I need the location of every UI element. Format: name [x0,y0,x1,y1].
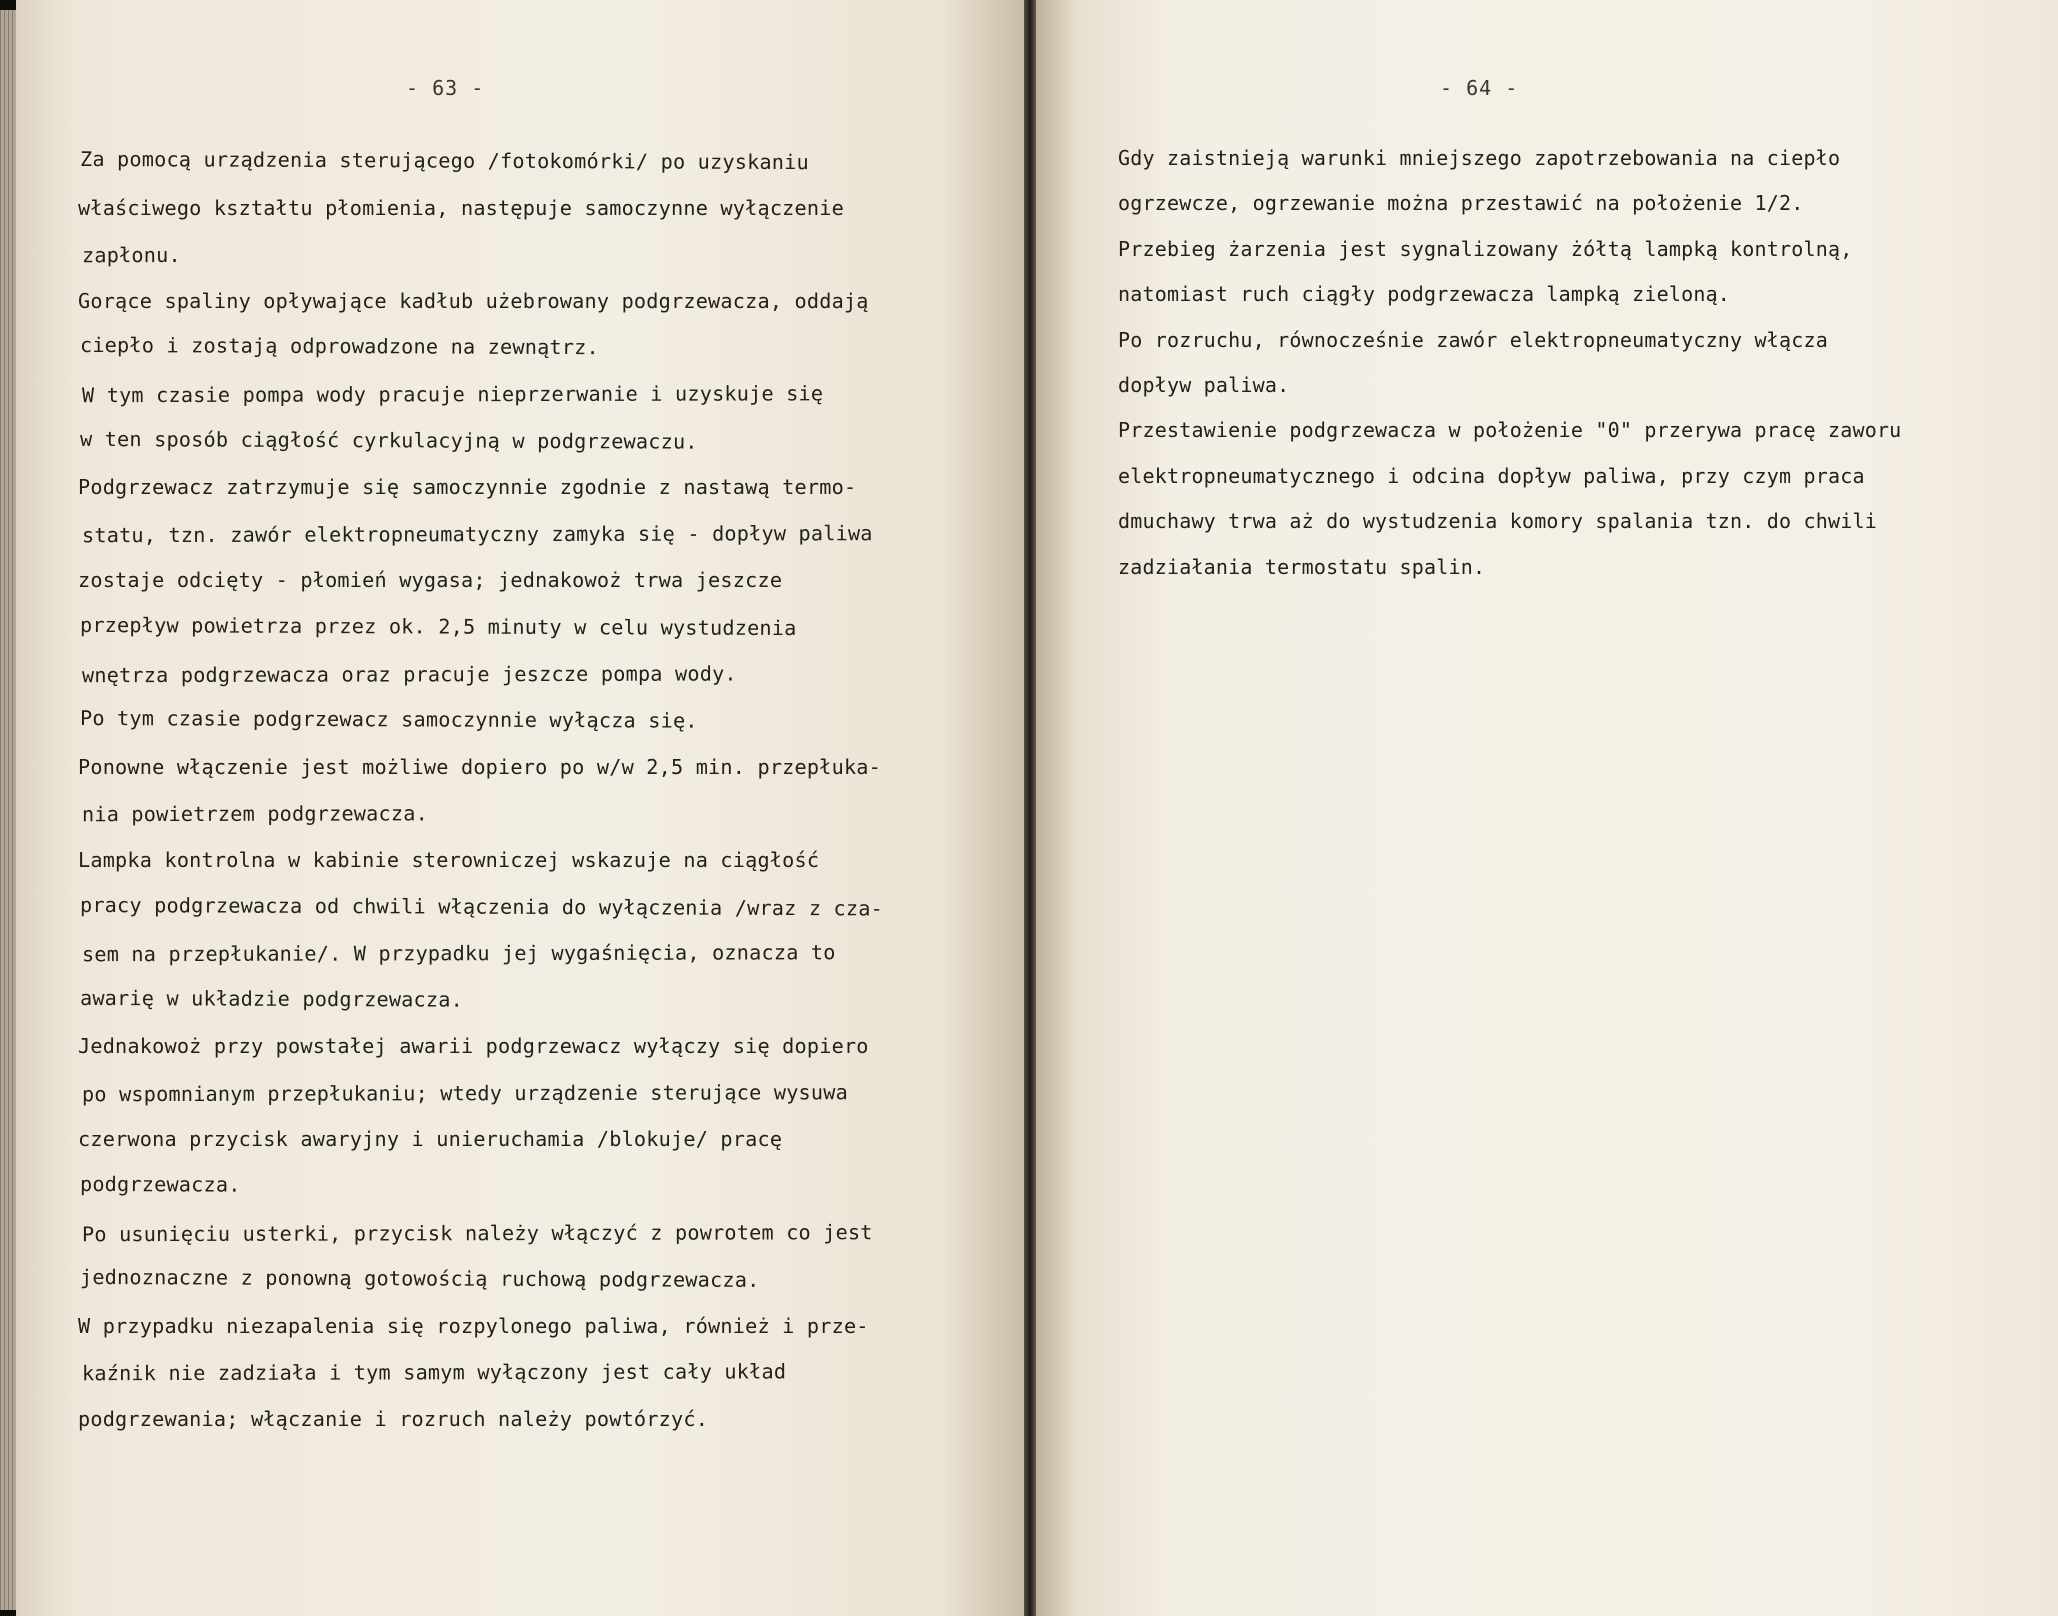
text-line: kaźnik nie zadziała i tym samym wyłączony jest cały układ [81,1359,787,1386]
text-line: pracy podgrzewacza od chwili włączenia do wyłączenia /wraz z cza- [79,892,884,920]
text-line: ciepło i zostają odprowadzone na zewnątrz. [79,333,599,360]
text-line: Przebieg żarzenia jest sygnalizowany żółtą lampką kontrolną, [1118,236,1853,261]
text-line: natomiast ruch ciągły podgrzewacza lampką zieloną. [1118,282,1731,307]
text-line: Za pomocą urządzenia sterującego /fotokomórki/ po uzyskaniu [79,146,809,175]
text-line: elektropneumatycznego i odcina dopływ paliwa, przy czym praca [1118,463,1865,488]
page-number: - 63 - [406,76,485,100]
text-line: podgrzewania; włączanie i rozruch należy powtórzyć. [78,1407,709,1432]
text-line: zostaje odcięty - płomień wygasa; jednakowoż trwa jeszcze [78,568,783,593]
left-page-text [78,138,1018,1443]
text-line: awarię w układzie podgrzewacza. [79,985,464,1012]
text-line: Przestawienie podgrzewacza w położenie "0" przerywa pracę zaworu [1118,418,1902,443]
text-line: po wspomnianym przepłukaniu; wtedy urządzenie sterujące wysuwa [81,1080,848,1107]
text-line: czerwona przycisk awaryjny i unieruchamia /blokuje/ pracę [78,1127,783,1152]
page-number: - 64 - [1440,76,1519,100]
text-line: Po usunięciu usterki, przycisk należy włączyć z powrotem co jest [81,1219,873,1246]
text-line: zapłonu. [81,243,181,268]
book-gutter [1024,0,1036,1616]
text-line: właściwego kształtu płomienia, następuje samoczynne wyłączenie [78,195,844,220]
text-line: Lampka kontrolna w kabinie sterowniczej wskazuje na ciągłość [78,847,820,872]
text-line: W tym czasie pompa wody pracuje nieprzerwanie i uzyskuje się [81,381,824,408]
text-line: Po tym czasie podgrzewacz samoczynnie wyłącza się. [79,706,698,733]
text-line: w ten sposób ciągłość cyrkulacyjną w podgrzewaczu. [79,426,698,454]
text-line: Podgrzewacz zatrzymuje się samoczynnie zgodnie z nastawą termo- [78,475,857,500]
text-line: sem na przepłukanie/. W przypadku jej wygaśnięcia, oznacza to [81,940,836,967]
text-line: Ponowne włączenie jest możliwe dopiero po w/w 2,5 min. przepłuka- [78,754,882,779]
text-line: przepływ powietrza przez ok. 2,5 minuty w celu wystudzenia [79,612,797,641]
left-page [16,0,1024,1616]
text-line: Gorące spaliny opływające kadłub użebrowany podgrzewacza, oddają [78,288,869,313]
text-line: Po rozruchu, równocześnie zawór elektropneumatyczny włącza [1118,327,1828,352]
text-line: dmuchawy trwa aż do wystudzenia komory spalania tzn. do chwili [1118,509,1877,534]
right-page-text [1118,136,2048,590]
text-line: wnętrza podgrzewacza oraz pracuje jeszcze pompa wody. [81,661,737,687]
text-line: W przypadku niezapalenia się rozpylonego paliwa, również i prze- [78,1313,869,1338]
text-line: Gdy zaistnieją warunki mniejszego zapotrzebowania na ciepło [1118,146,1841,170]
text-line: ogrzewcze, ogrzewanie można przestawić na położenie 1/2. [1118,191,1804,216]
text-line: zadziałania termostatu spalin. [1118,554,1486,579]
page-edges [0,10,16,1610]
text-line: Jednakowoż przy powstałej awarii podgrzewacz wyłączy się dopiero [78,1034,869,1059]
text-line: statu, tzn. zawór elektropneumatyczny zamyka się - dopływ paliwa [81,520,873,547]
text-line: podgrzewacza. [79,1172,241,1197]
right-page [1036,0,2058,1616]
text-line: jednoznaczne z ponowną gotowością ruchową podgrzewacza. [79,1265,760,1293]
text-line: dopływ paliwa. [1118,372,1290,397]
text-line: nia powietrzem podgrzewacza. [81,801,428,827]
